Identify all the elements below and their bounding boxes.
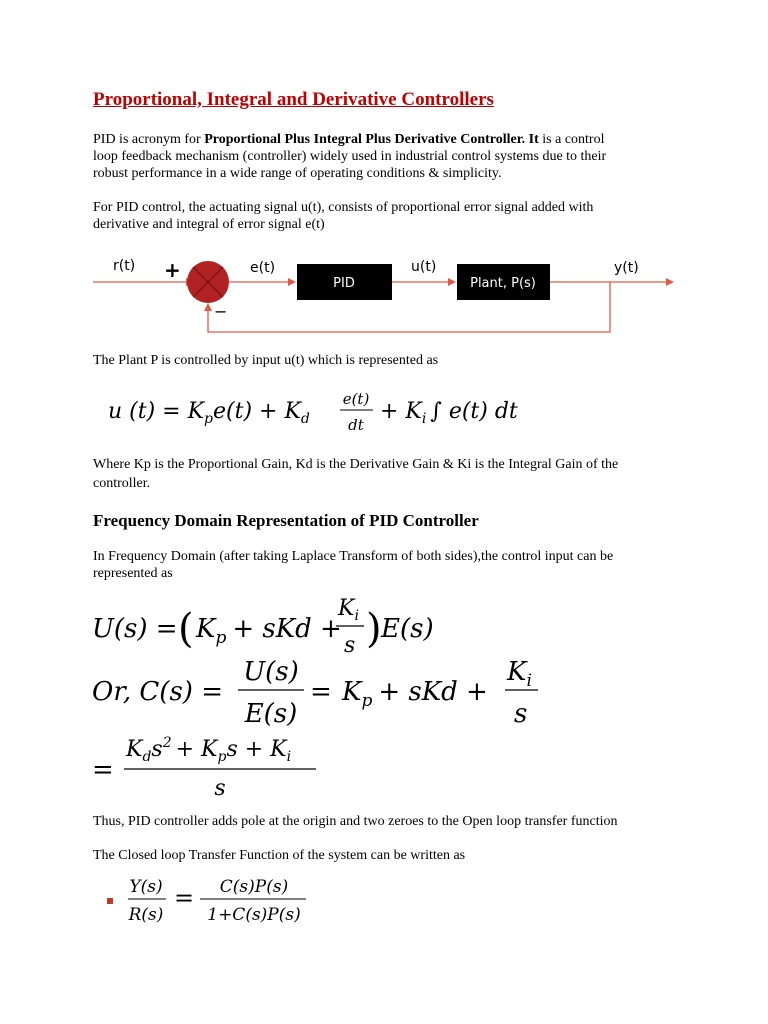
eq3-p-sub: p — [361, 691, 373, 711]
block-diagram — [90, 250, 680, 345]
equation-u-t — [100, 382, 560, 437]
eq2-paren-open: ( — [178, 606, 194, 652]
eq4-eq: = — [92, 755, 114, 785]
eq2-kp: K — [196, 614, 216, 644]
svg-text:+ Ki∫ e(t) dt — [380, 399, 518, 427]
svg-text:Kp+ sKd + — [195, 614, 342, 648]
eq2-rhs: E(s) — [381, 614, 434, 644]
eq5-eq: = — [174, 884, 195, 912]
svg-text:Ki — [506, 657, 532, 691]
summing-junction — [187, 261, 229, 303]
eq1-p-sub: p — [204, 411, 213, 427]
eq2-p-sub: p — [215, 628, 227, 648]
intro-rest: is a control — [538, 132, 605, 147]
eq3-eq: = — [310, 677, 332, 707]
error-label: e(t) — [250, 260, 276, 276]
pid-block-label: PID — [333, 276, 355, 291]
freq-heading: Frequency Domain Representation of PID Controller — [93, 511, 479, 530]
svg-text:u (t) = Kpe(t) + Kd — [108, 399, 310, 427]
control-label: u(t) — [411, 259, 437, 275]
eq3-skd: + sKd + — [378, 677, 488, 707]
pid-control-line-1: For PID control, the actuating signal u(t), consists of proportional error signal added with — [93, 200, 594, 215]
eq1-frac-num: e(t) — [342, 390, 370, 408]
eq4-num-s: s + K — [226, 737, 287, 762]
eq3-frac2-num-sub: i — [526, 671, 532, 691]
eq1-lhs: u (t) = K — [108, 399, 205, 424]
output-label: y(t) — [614, 260, 639, 276]
pole-text: Thus, PID controller adds pole at the origin and two zeroes to the Open loop transfer function — [93, 814, 618, 829]
intro-pre: PID is acronym for — [93, 132, 205, 147]
intro-line-2: loop feedback mechanism (controller) widely used in industrial control systems due to their — [93, 149, 607, 164]
eq1-tail: ∫ e(t) dt — [430, 399, 518, 424]
minus-sign: − — [214, 302, 228, 321]
equation-closed-loop — [124, 872, 314, 928]
eq3-frac-den: E(s) — [244, 699, 298, 729]
eq2-frac-den: s — [344, 633, 356, 658]
eq4-num-p-sub: p — [217, 749, 227, 765]
eq1-i-sub: i — [421, 411, 427, 427]
eq2-frac-num-sub: i — [354, 608, 359, 624]
intro-line-3: robust performance in a wide range of operating conditions & simplicity. — [93, 166, 502, 181]
equation-C-s — [88, 652, 558, 732]
freq-text-line-1: In Frequency Domain (after taking Laplace Transform of both sides),the control input can be — [93, 549, 614, 564]
svg-text:Kds2+ Kps + Ki — [125, 735, 291, 765]
eq4-num-kd: K — [126, 737, 143, 762]
bullet-icon — [107, 898, 113, 904]
eq1-frac-den: dt — [348, 416, 364, 434]
eq3-frac-num: U(s) — [243, 657, 299, 687]
pid-control-line-2: derivative and integral of error signal e(t) — [93, 217, 325, 232]
eq4-num-s2: s — [151, 737, 163, 762]
gains-text-line-2: controller. — [93, 476, 151, 491]
input-label: r(t) — [113, 258, 136, 274]
svg-text:Kp+ sKd + — [341, 677, 488, 711]
intro-line-1 — [93, 131, 604, 148]
eq2-frac-num: K — [338, 596, 355, 621]
freq-text-line-2: represented as — [93, 566, 173, 581]
eq4-den: s — [214, 776, 226, 801]
eq2-paren-close: ) — [366, 606, 382, 652]
output-arrowhead — [666, 278, 674, 286]
eq4-num-sq: 2 — [162, 735, 172, 751]
error-arrowhead — [288, 278, 296, 286]
control-arrowhead — [448, 278, 456, 286]
eq5-den2: 1+C(s)P(s) — [207, 905, 301, 925]
eq2-lhs: U(s) = — [92, 614, 178, 644]
eq4-num-i-sub: i — [286, 749, 292, 765]
intro-bold: Proportional Plus Integral Plus Derivative Controller. It — [204, 132, 539, 147]
eq4-num-d-sub: d — [142, 749, 152, 765]
svg-text:Ki — [337, 596, 359, 624]
eq2-skd: + sKd + — [232, 614, 342, 644]
plant-block-label: Plant, P(s) — [470, 276, 536, 291]
eq5-num1: Y(s) — [129, 877, 163, 897]
eq1-mid1: e(t) + K — [213, 399, 301, 424]
eq5-num2: C(s)P(s) — [219, 877, 289, 897]
eq1-mid2: + K — [380, 399, 422, 424]
eq3-frac2-den: s — [514, 699, 528, 729]
equation-combined — [88, 732, 348, 802]
feedback-arrowhead — [204, 303, 212, 311]
eq3-lhs: Or, C(s) = — [92, 677, 223, 707]
eq5-den1: R(s) — [128, 905, 164, 925]
eq4-num-mid: + K — [175, 737, 218, 762]
eq1-d-sub: d — [300, 411, 310, 427]
plant-text: The Plant P is controlled by input u(t) which is represented as — [93, 353, 439, 368]
gains-text-line-1: Where Kp is the Proportional Gain, Kd is the Derivative Gain & Ki is the Integral Gain of the — [93, 457, 619, 472]
eq3-kp: K — [342, 677, 362, 707]
closed-loop-text: The Closed loop Transfer Function of the system can be written as — [93, 848, 466, 863]
plus-sign: + — [164, 258, 181, 282]
eq3-frac2-num: K — [507, 657, 527, 687]
page-title: Proportional, Integral and Derivative Controllers — [93, 89, 494, 110]
